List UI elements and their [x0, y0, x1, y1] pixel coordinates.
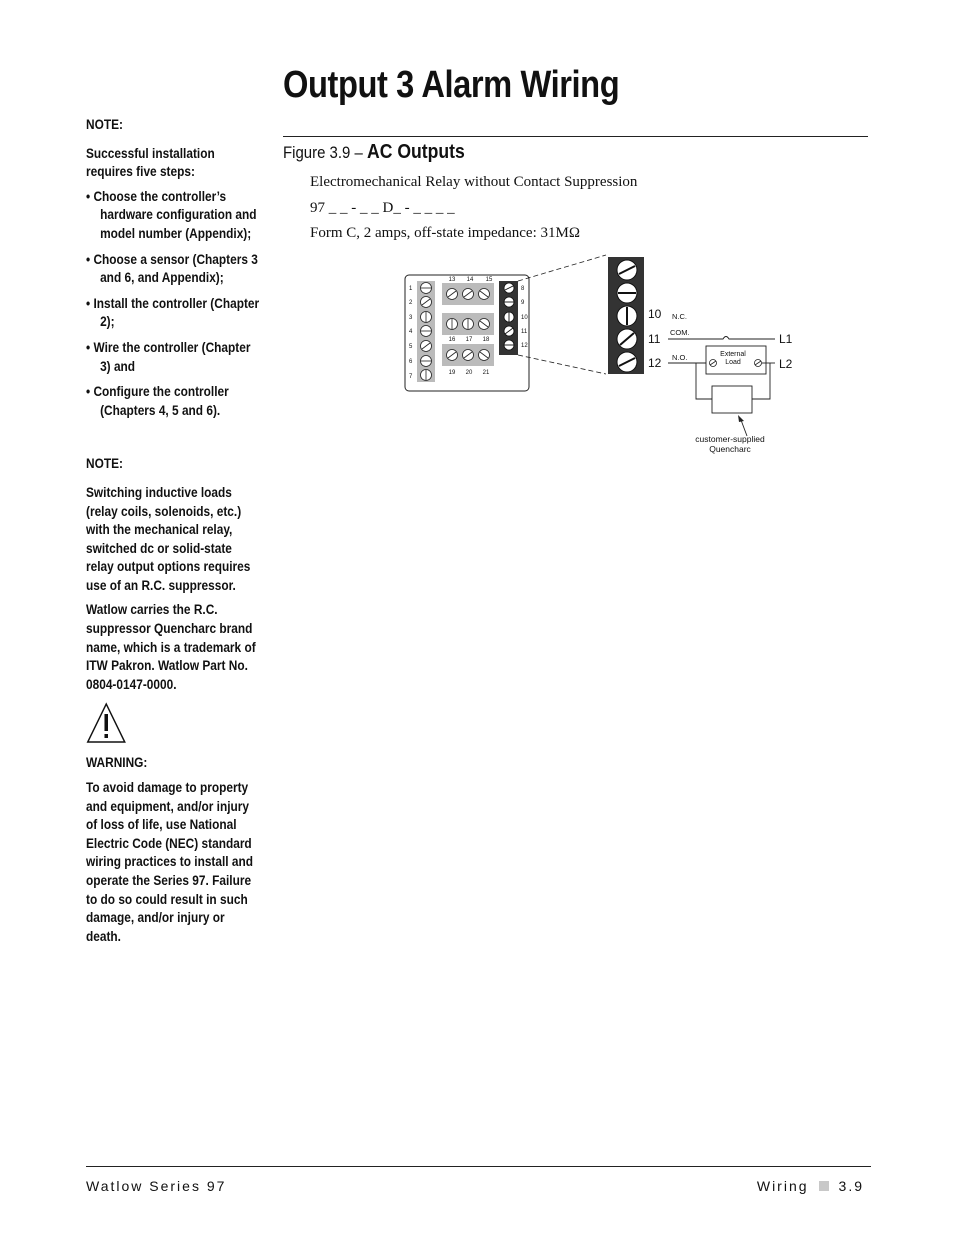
output-terminal-number: 8 [521, 286, 525, 292]
no-label: N.O. [672, 353, 688, 362]
quencharc-box [712, 386, 752, 413]
left-terminal-number: 4 [409, 329, 413, 335]
pointer-arrowhead [738, 415, 744, 422]
terminal-number: 19 [448, 370, 456, 376]
footer-section: Wiring [756, 1178, 809, 1194]
output-terminal-number: 9 [521, 300, 525, 306]
list-item: • Choose a sensor (Chapters 3 and 6, and Appendix); [86, 251, 258, 286]
zoom-line [518, 255, 606, 281]
model-number: 97 _ _ - _ _ D_ - _ _ _ _ [310, 200, 455, 216]
left-terminal-number: 2 [409, 300, 413, 306]
square-icon [819, 1181, 829, 1191]
output-terminal-number: 10 [521, 315, 528, 321]
wiring-diagram [400, 250, 800, 460]
terminal-10-label: 10 [648, 307, 662, 321]
terminal-number: 14 [466, 277, 474, 283]
header-rule [283, 136, 868, 137]
zoom-line [518, 355, 606, 374]
terminal-number: 15 [485, 277, 493, 283]
list-item: • Wire the controller (Chapter 3) and [86, 339, 251, 374]
terminal-number: 13 [448, 277, 456, 283]
page-title: Output 3 Alarm Wiring [283, 64, 620, 106]
relay-description: Electromechanical Relay without Contact Suppression [310, 174, 638, 190]
figure-name: AC Outputs [367, 141, 465, 163]
note-paragraph: Switching inductive loads (relay coils, solenoids, etc.) with the mechanical relay, switched dc or solid-state relay output options requires use of an R.C. suppressor. [86, 484, 251, 593]
note-title: NOTE: [86, 456, 123, 472]
l2-label: L2 [779, 357, 793, 371]
left-terminal-number: 3 [409, 315, 413, 321]
warning-triangle-icon [86, 702, 126, 744]
footer-product: Watlow Series 97 [86, 1178, 227, 1194]
terminal-number: 20 [465, 370, 473, 376]
figure-number: Figure 3.9 – [283, 143, 363, 162]
footer-rule [86, 1166, 871, 1167]
sidebar-notes [86, 116, 261, 952]
terminal-number: 17 [465, 337, 473, 343]
steps-list [86, 188, 260, 421]
nc-label: N.C. [672, 312, 687, 321]
output-terminal-number: 11 [521, 329, 528, 335]
left-terminal-number: 1 [409, 286, 413, 292]
l1-label: L1 [779, 332, 793, 346]
list-item: • Install the controller (Chapter 2); [86, 295, 260, 330]
com-label: COM. [670, 328, 690, 337]
quencharc-label: Quencharc [709, 444, 751, 454]
external-load-label: External [720, 351, 746, 358]
warning-text: To avoid damage to property and equipment, and/or injury of loss of life, use National Electric Code (NEC) standard wiring practices to install and operate the Series 97. Failure to do so could result in such damage, and/or injury or death. [86, 780, 254, 944]
terminal-number: 16 [448, 337, 456, 343]
terminal-11-label: 11 [648, 332, 661, 346]
quencharc-label: customer-supplied [695, 434, 765, 444]
left-terminal-number: 5 [409, 344, 413, 350]
left-terminal-number: 6 [409, 359, 413, 365]
terminal-12-label: 12 [648, 356, 662, 370]
list-item: • Configure the controller (Chapters 4, 5 and 6). [86, 384, 229, 418]
note-paragraph: Watlow carries the R.C. suppressor Quencharc brand name, which is a trademark of ITW Pakron. Watlow Part No. 0804-0147-0000. [86, 602, 256, 692]
terminal-number: 21 [482, 370, 490, 376]
list-item: • Choose the controller’s hardware configuration and model number (Appendix); [86, 188, 257, 241]
note-intro: Successful installation requires five steps: [86, 145, 215, 180]
figure-caption [283, 141, 465, 164]
terminal-number: 18 [482, 337, 490, 343]
note-title: NOTE: [86, 117, 123, 132]
warning-title: WARNING: [86, 755, 148, 771]
output-terminal-number: 12 [521, 343, 528, 349]
relay-spec: Form C, 2 amps, off-state impedance: 31MΩ [310, 225, 580, 241]
footer-page-number: 3.9 [838, 1178, 864, 1194]
external-load-label: Load [725, 359, 741, 366]
footer-page-info [757, 1178, 864, 1194]
left-terminal-number: 7 [409, 374, 413, 380]
